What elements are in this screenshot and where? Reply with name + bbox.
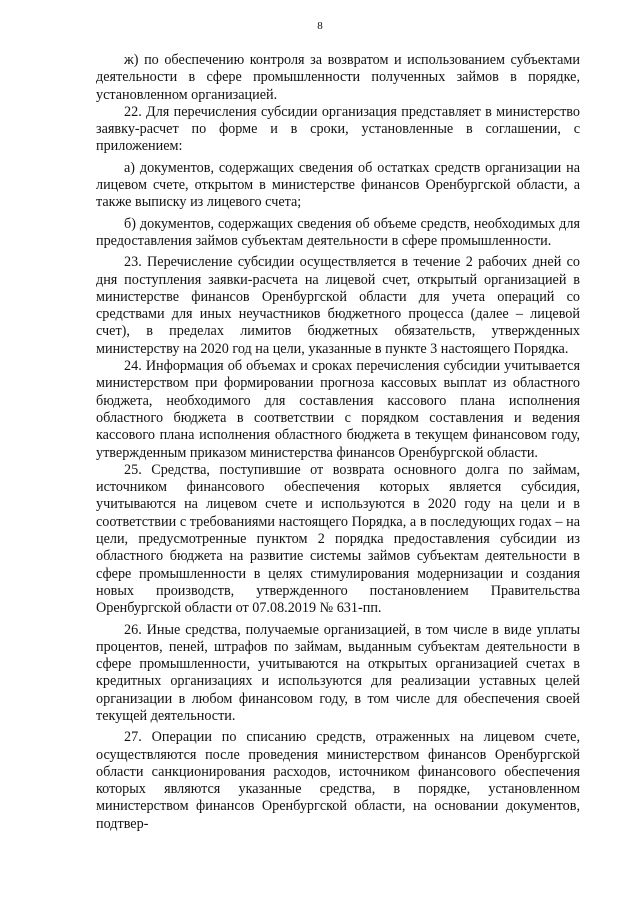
paragraph-26: 26. Иные средства, получаемые организацией, в том числе в виде уплаты процентов, пеней, штрафов по займам, выданным субъектам деятельности в сфере промышленности, учитываются на открытых организацией счетах в кредитных организациях и используются для реализации уставных целей организации в любом финансовом году, в том числе для обеспечения своей текущей деятельности. xyxy=(96,621,580,724)
paragraph-22-a: а) документов, содержащих сведения об остатках средств организации на лицевом счете, открытом в министерстве финансов Оренбургской области, а также выписку из лицевого счета; xyxy=(96,159,580,211)
page-number: 8 xyxy=(317,20,323,32)
paragraph-27: 27. Операции по списанию средств, отраженных на лицевом счете, осуществляются после проведения министерством финансов Оренбургской области санкционирования расходов, источником финансового обеспечения которых являются указанные средства, в порядке, установленном министерством финансов Оренбургской области, на основании документов, подтвер- xyxy=(96,729,580,832)
paragraph-25: 25. Средства, поступившие от возврата основного долга по займам, источником финансового обеспечения которых является субсидия, учитываются на лицевом счете и используются в 2020 году на цели и в соответствии с требованиями настоящего Порядка, а в последующих годах – на цели, предусмотренные пунктом 2 порядка предоставления субсидии из областного бюджета на развитие системы займов субъектам деятельности в сфере промышленности в целях стимулирования модернизации и создания новых производств, утвержденного постановлением Правительства Оренбургской области от 07.08.2019 № 631-пп. xyxy=(96,461,580,617)
document-body xyxy=(96,52,580,833)
paragraph-23: 23. Перечисление субсидии осуществляется в течение 2 рабочих дней со дня поступления заявки-расчета на лицевой счет, открытый организацией в министерстве финансов Оренбургской области для учета операций со средствами для иных неучастников бюджетного процесса (далее – лицевой счет), в пределах лимитов бюджетных обязательств, утвержденных министерству на 2020 год на цели, указанные в пункте 3 настоящего Порядка. xyxy=(96,254,580,357)
paragraph-22-b: б) документов, содержащих сведения об объеме средств, необходимых для предоставления займов субъектам деятельности в сфере промышленности. xyxy=(96,215,580,249)
paragraph-zh: ж) по обеспечению контроля за возвратом и использованием субъектами деятельности в сфере промышленности полученных займов в порядке, установленном организацией. xyxy=(96,52,580,103)
paragraph-24: 24. Информация об объемах и сроках перечисления субсидии учитывается министерством при формировании прогноза кассовых выплат из областного бюджета, необходимого для составления кассового плана исполнения областного бюджета в соответствии с порядком составления и ведения кассового плана исполнения областного бюджета в текущем финансовом году, утвержденным приказом министерства финансов Оренбургской области. xyxy=(96,358,580,461)
paragraph-22: 22. Для перечисления субсидии организация представляет в министерство заявку-расчет по форме и в сроки, установленные в соглашении, с приложением: xyxy=(96,103,580,155)
